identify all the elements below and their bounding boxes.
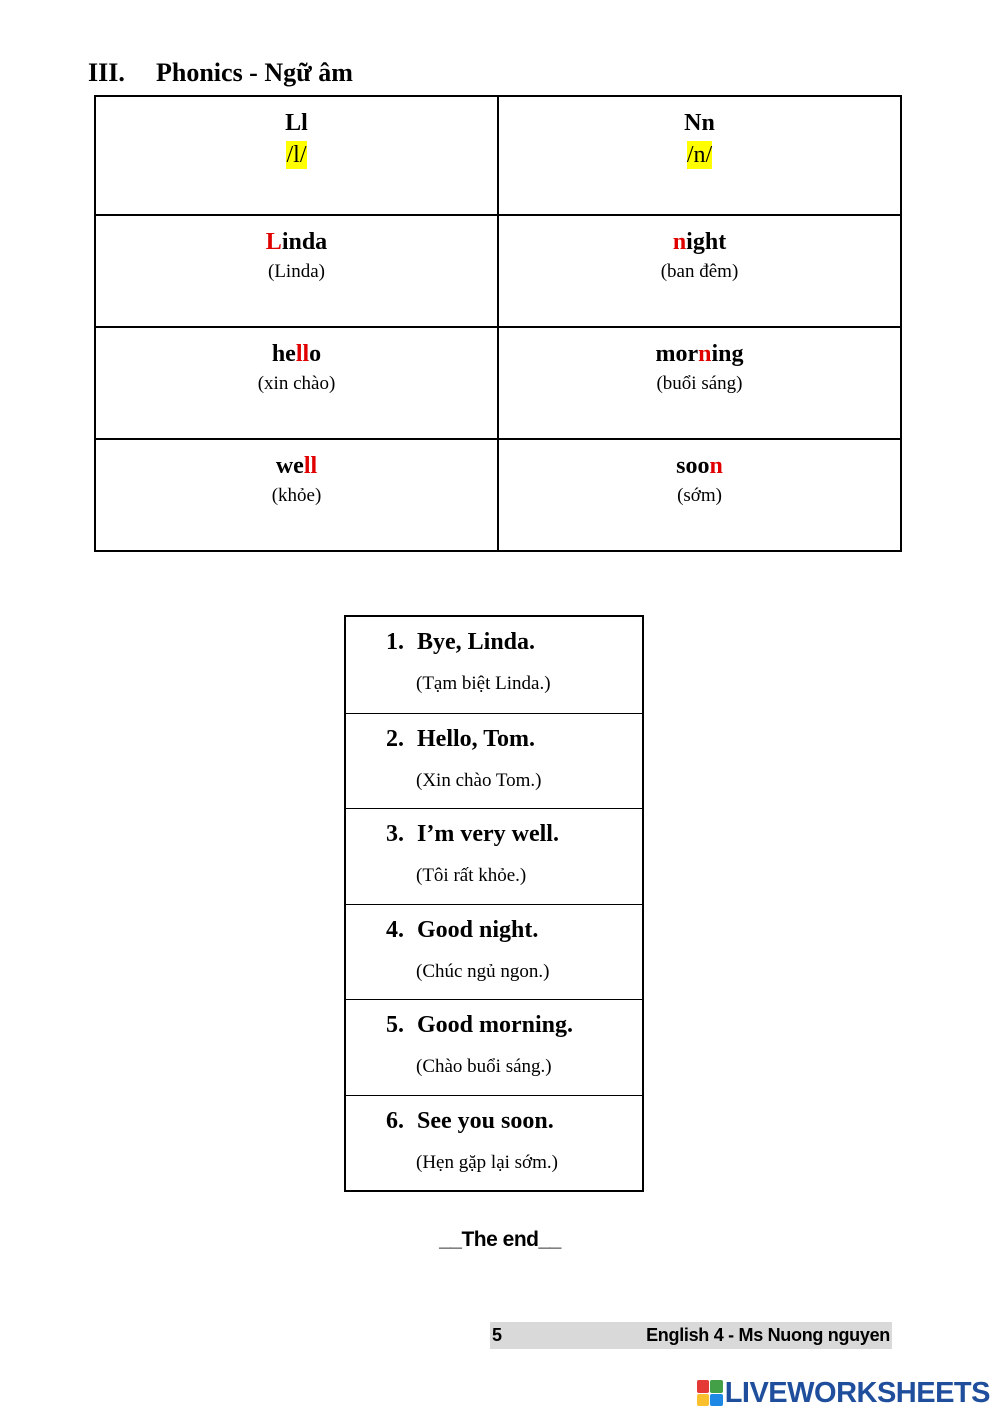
phrase-item [346, 999, 642, 1095]
phrase-vietnamese: (Chúc ngủ ngon.) [416, 960, 550, 982]
phrase-number: 2. [386, 725, 404, 752]
phonics-header-cell-l [95, 96, 498, 215]
highlighted-letters: n [698, 341, 712, 367]
letter-label: Ll [285, 110, 308, 136]
phrase-english: 6. See you soon. [386, 1107, 554, 1134]
liveworksheets-logo-icon [697, 1380, 723, 1406]
word: hello [271, 341, 322, 367]
phrase-number: 4. [386, 916, 404, 943]
phrase-list [344, 615, 644, 1192]
word: night [672, 229, 727, 255]
letter-label: Nn [684, 110, 715, 136]
phonics-word-cell [498, 327, 901, 439]
phrase-vietnamese: (Hẹn gặp lại sớm.) [416, 1151, 558, 1173]
word-meaning: (khỏe) [271, 485, 322, 506]
highlighted-letters: ll [295, 341, 310, 367]
phrase-vietnamese: (Xin chào Tom.) [416, 769, 542, 791]
phonics-header-cell-n [498, 96, 901, 215]
course-title: English 4 - Ms Nuong nguyen [646, 1325, 890, 1345]
phonics-word-row [95, 327, 901, 439]
phonics-table [94, 95, 902, 552]
word-meaning: (Linda) [268, 261, 325, 282]
highlighted-letters: n [672, 229, 687, 255]
phonics-word-cell [95, 439, 498, 551]
phrase-english: 2. Hello, Tom. [386, 725, 536, 752]
page-number: 5 [492, 1325, 503, 1345]
word: Linda [265, 229, 328, 255]
phrase-vietnamese: (Chào buổi sáng.) [416, 1056, 552, 1077]
phrase-item [346, 713, 642, 809]
word: morning [655, 341, 744, 367]
phrase-number: 5. [386, 1012, 404, 1038]
phonics-word-cell [95, 215, 498, 327]
the-end-text: __The end__ [439, 1228, 561, 1251]
brand-watermark [697, 1376, 990, 1410]
phrase-item [346, 904, 642, 1000]
phrase-number: 1. [386, 629, 404, 655]
highlighted-letters: ll [303, 453, 318, 479]
phrase-item [346, 617, 642, 713]
word: soon [676, 453, 723, 479]
phonics-word-cell [498, 215, 901, 327]
phrase-number: 6. [386, 1107, 404, 1134]
section-title: Phonics - Ngữ âm [156, 58, 353, 87]
page-footer [490, 1322, 892, 1349]
word: well [275, 453, 318, 479]
phrase-vietnamese: (Tạm biệt Linda.) [416, 673, 551, 694]
phonics-header-row [95, 96, 901, 215]
word-meaning: (ban đêm) [660, 261, 739, 282]
highlighted-letters: L [265, 229, 282, 255]
word-meaning: (buổi sáng) [656, 373, 743, 394]
ipa-label: /n/ [686, 142, 713, 168]
phrase-english: 4. Good night. [386, 916, 539, 943]
phrase-english: 3. I’m very well. [386, 821, 559, 847]
section-heading [88, 58, 353, 88]
phonics-word-row [95, 439, 901, 551]
highlighted-letters: n [709, 453, 723, 479]
word-meaning: (sớm) [677, 485, 722, 506]
phonics-word-cell [498, 439, 901, 551]
phonics-word-row [95, 215, 901, 327]
section-number: III. [88, 58, 125, 87]
word-meaning: (xin chào) [257, 373, 336, 394]
phrase-english: 5. Good morning. [386, 1012, 574, 1038]
phrase-number: 3. [386, 821, 404, 847]
ipa-label: /l/ [286, 142, 307, 168]
brand-name: LIVEWORKSHEETS [724, 1376, 990, 1409]
phrase-item [346, 808, 642, 904]
phrase-english: 1. Bye, Linda. [386, 629, 536, 655]
phrase-vietnamese: (Tôi rất khỏe.) [416, 865, 527, 886]
phonics-word-cell [95, 327, 498, 439]
phrase-item [346, 1095, 642, 1191]
